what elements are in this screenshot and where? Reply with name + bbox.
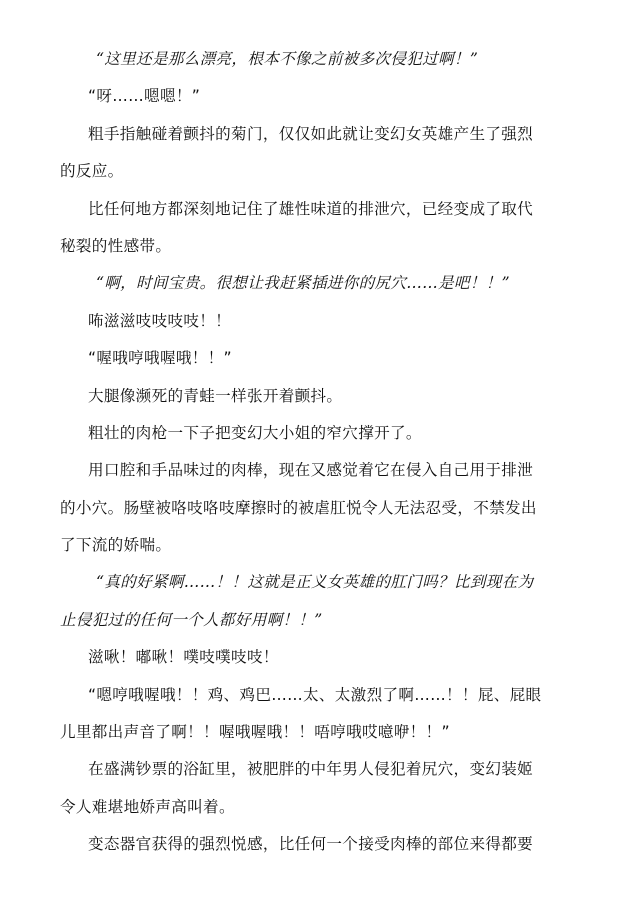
- paragraph: [60, 265, 552, 302]
- text-line: 的小穴。肠壁被咯吱咯吱摩擦时的被虐肛悦令人无法忍受，不禁发出: [60, 498, 537, 517]
- text-line: 变态器官获得的强烈悦感，比任何一个接受肉棒的部位来得都要: [88, 835, 534, 854]
- paragraph: [60, 116, 552, 191]
- paragraph: [60, 378, 552, 415]
- text-line: 秘裂的性感带。: [60, 236, 172, 255]
- text-line: 咘滋滋吱吱吱吱！！: [88, 311, 232, 330]
- text-line: 滋啾！嘟啾！噗吱噗吱吱！: [88, 648, 279, 667]
- text-line: 比任何地方都深刻地记住了雄性味道的排泄穴，已经变成了取代: [88, 199, 534, 218]
- text-line: 了下流的娇喘。: [60, 536, 172, 555]
- text-line: “呀……嗯嗯！”: [88, 87, 201, 106]
- paragraph: [60, 340, 552, 377]
- paragraph: [60, 751, 552, 826]
- text-line: 在盛满钞票的浴缸里，被肥胖的中年男人侵犯着尻穴，变幻装姬: [88, 760, 534, 779]
- text-line: “喔哦哼哦喔哦！！”: [88, 349, 232, 368]
- paragraph: [60, 78, 552, 115]
- text-line: “啊，时间宝贵。很想让我赶紧插进你的尻穴……是吧！！”: [96, 274, 510, 293]
- text-line: 大腿像濒死的青蛙一样张开着颤抖。: [88, 386, 343, 405]
- paragraph: [60, 415, 552, 452]
- text-line: 粗壮的肉枪一下子把变幻大小姐的窄穴撑开了。: [88, 423, 422, 442]
- paragraph: [60, 639, 552, 676]
- text-line: 用口腔和手品味过的肉棒，现在又感觉着它在侵入自己用于排泄: [88, 461, 534, 480]
- paragraph: [60, 452, 552, 564]
- paragraph: [60, 191, 552, 266]
- text-line: 的反应。: [60, 162, 124, 181]
- paragraph: [60, 303, 552, 340]
- text-line: 儿里都出声音了啊！！喔哦喔哦！！唔哼哦哎噫咿！！”: [60, 723, 450, 742]
- text-line: “真的好紧啊……！！这就是正义女英雄的肛门吗？比到现在为: [96, 573, 534, 592]
- text-line: “这里还是那么漂亮，根本不像之前被多次侵犯过啊！”: [96, 50, 479, 68]
- paragraph: [60, 826, 552, 863]
- text-line: 粗手指触碰着颤抖的菊门，仅仅如此就让变幻女英雄产生了强烈: [88, 124, 534, 143]
- paragraph: [60, 564, 552, 639]
- document-body: [60, 41, 552, 864]
- text-line: 令人难堪地娇声高叫着。: [60, 797, 235, 816]
- text-line: “嗯哼哦喔哦！！鸡、鸡巴……太、太激烈了啊……！！屁、屁眼: [88, 685, 542, 704]
- paragraph: [60, 677, 552, 752]
- text-line: 止侵犯过的任何一个人都好用啊！！”: [60, 610, 323, 629]
- paragraph: [60, 41, 552, 78]
